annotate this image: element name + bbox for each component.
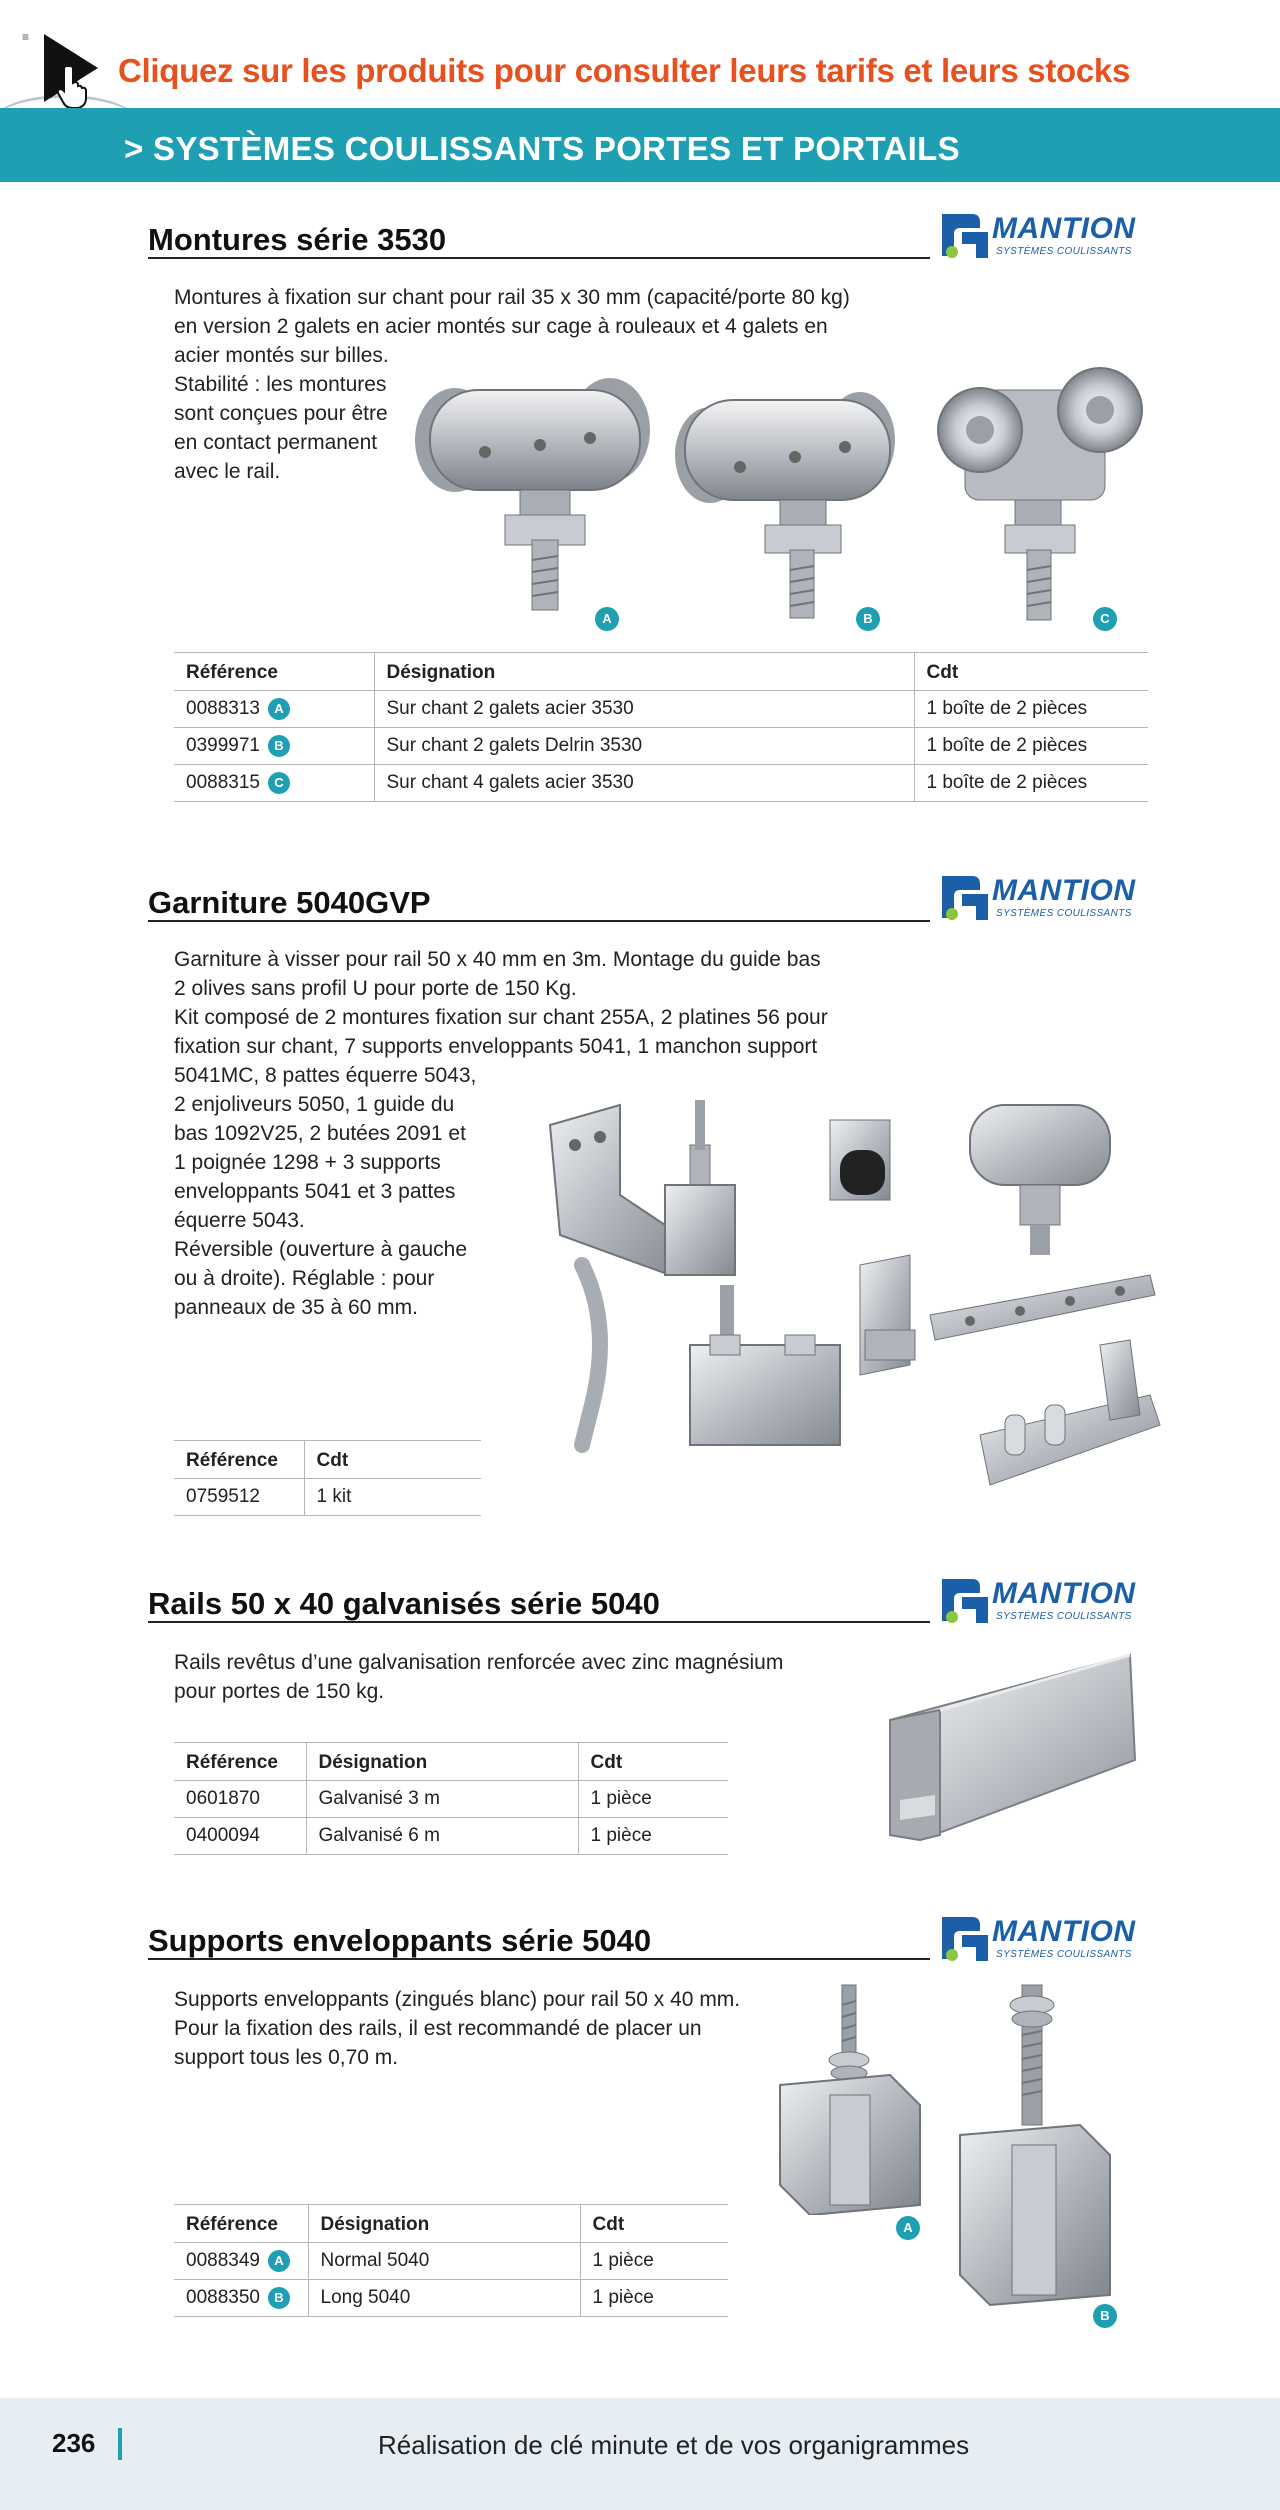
- variant-badge: B: [268, 735, 290, 757]
- footer-separator: [118, 2428, 122, 2460]
- table-row[interactable]: [174, 1781, 728, 1818]
- product-title[interactable]: Supports enveloppants série 5040: [148, 1923, 652, 1958]
- brand-logo: [940, 1913, 1140, 1973]
- table-header-row: [174, 653, 1148, 691]
- table-row[interactable]: [174, 691, 1148, 728]
- brand-subtitle: SYSTÈMES COULISSANTS: [996, 1949, 1132, 1960]
- table-row[interactable]: [174, 1818, 728, 1855]
- column-header: Cdt: [304, 1441, 481, 1479]
- menu-dots-icon: ≡: [22, 30, 30, 44]
- product-table: [174, 652, 1148, 802]
- product-image-trolley-2-wheels-delrin[interactable]: [670, 385, 900, 625]
- brand-name: MANTION: [992, 1915, 1136, 1948]
- variant-badge: C: [268, 772, 290, 794]
- description-line: Rails revêtus d’une galvanisation renforcée avec zinc magnésium: [174, 1651, 784, 1674]
- product-title[interactable]: Rails 50 x 40 galvanisés série 5040: [148, 1586, 660, 1621]
- reference-cell[interactable]: [174, 2243, 308, 2280]
- description-line: fixation sur chant, 7 supports enveloppants 5041, 1 manchon support: [174, 1035, 818, 1058]
- description-line: Réversible (ouverture à gauche: [174, 1238, 467, 1261]
- cdt-cell: 1 boîte de 2 pièces: [914, 728, 1148, 765]
- product-table: [174, 2204, 728, 2317]
- reference-cell[interactable]: [174, 2280, 308, 2317]
- description-line: pour portes de 150 kg.: [174, 1680, 385, 1703]
- column-header: Désignation: [308, 2205, 580, 2243]
- product-image-support-normal[interactable]: [770, 1975, 930, 2215]
- product-table: [174, 1742, 728, 1855]
- cdt-cell: 1 kit: [304, 1479, 481, 1516]
- reference-cell[interactable]: 0400094: [174, 1818, 306, 1855]
- description-line: en version 2 galets en acier montés sur cage à rouleaux et 4 galets en: [174, 315, 828, 338]
- brand-subtitle: SYSTÈMES COULISSANTS: [996, 908, 1132, 919]
- brand-name: MANTION: [992, 212, 1136, 245]
- designation-cell: Galvanisé 6 m: [306, 1818, 578, 1855]
- product-image-trolley-4-wheels[interactable]: [925, 350, 1145, 630]
- cta-text[interactable]: Cliquez sur les produits pour consulter leurs tarifs et leurs stocks: [118, 52, 1131, 89]
- product-description: [174, 1648, 783, 1706]
- column-header: Référence: [174, 1743, 306, 1781]
- description-line: Pour la fixation des rails, il est recommandé de placer un: [174, 2017, 702, 2040]
- reference-value[interactable]: 0088315: [186, 772, 260, 793]
- brand-subtitle: SYSTÈMES COULISSANTS: [996, 246, 1132, 257]
- table-row[interactable]: [174, 765, 1148, 802]
- variant-badge: B: [268, 2287, 290, 2309]
- brand-logo: [940, 210, 1140, 270]
- table-row[interactable]: [174, 728, 1148, 765]
- description-line: équerre 5043.: [174, 1209, 305, 1232]
- product-image-support-long[interactable]: [950, 1975, 1120, 2315]
- column-header: Référence: [174, 1441, 304, 1479]
- description-line: Montures à fixation sur chant pour rail 35 x 30 mm (capacité/porte 80 kg): [174, 286, 850, 309]
- page-footer: [0, 2398, 1280, 2510]
- product-table: [174, 1440, 481, 1516]
- brand-subtitle: SYSTÈMES COULISSANTS: [996, 1611, 1132, 1622]
- table-row[interactable]: [174, 1479, 481, 1516]
- description-line: 2 olives sans profil U pour porte de 150 Kg.: [174, 977, 577, 1000]
- product-image-trolley-2-wheels-steel[interactable]: [410, 360, 660, 620]
- product-image-kit[interactable]: [530, 1085, 1170, 1515]
- designation-cell: Sur chant 2 galets Delrin 3530: [374, 728, 914, 765]
- table-header-row: [174, 1743, 728, 1781]
- product-description: [174, 1985, 740, 2072]
- footer-text: Réalisation de clé minute et de vos organigrammes: [378, 2430, 970, 2460]
- table-row[interactable]: [174, 2243, 728, 2280]
- reference-value[interactable]: 0088350: [186, 2287, 260, 2308]
- section-header: [0, 108, 1280, 182]
- mantion-logo-icon: [940, 210, 990, 260]
- variant-badge: A: [268, 698, 290, 720]
- description-line: 1 poignée 1298 + 3 supports: [174, 1151, 441, 1174]
- designation-cell: Normal 5040: [308, 2243, 580, 2280]
- click-pointer-icon: [40, 30, 104, 110]
- column-header: Désignation: [306, 1743, 578, 1781]
- description-line: acier montés sur billes.: [174, 344, 389, 367]
- reference-cell[interactable]: [174, 691, 374, 728]
- cdt-cell: 1 pièce: [578, 1781, 728, 1818]
- description-line: 5041MC, 8 pattes équerre 5043,: [174, 1064, 477, 1087]
- reference-value[interactable]: 0088313: [186, 698, 260, 719]
- column-header: Référence: [174, 2205, 308, 2243]
- cdt-cell: 1 pièce: [578, 1818, 728, 1855]
- column-header: Désignation: [374, 653, 914, 691]
- reference-value[interactable]: 0088349: [186, 2250, 260, 2271]
- mantion-logo-icon: [940, 1913, 990, 1963]
- reference-cell[interactable]: 0759512: [174, 1479, 304, 1516]
- description-line: sont conçues pour être: [174, 402, 388, 425]
- image-badge-b: B: [856, 607, 880, 631]
- description-line: Stabilité : les montures: [174, 373, 387, 396]
- product-image-rail[interactable]: [880, 1650, 1140, 1850]
- product-title[interactable]: Montures série 3530: [148, 222, 447, 257]
- designation-cell: Sur chant 4 galets acier 3530: [374, 765, 914, 802]
- description-line: enveloppants 5041 et 3 pattes: [174, 1180, 456, 1203]
- brand-name: MANTION: [992, 874, 1136, 907]
- title-divider: [148, 1958, 930, 1960]
- designation-cell: Galvanisé 3 m: [306, 1781, 578, 1818]
- designation-cell: Long 5040: [308, 2280, 580, 2317]
- cdt-cell: 1 boîte de 2 pièces: [914, 691, 1148, 728]
- description-line: 2 enjoliveurs 5050, 1 guide du: [174, 1093, 455, 1116]
- image-badge-c: C: [1093, 607, 1117, 631]
- column-header: Référence: [174, 653, 374, 691]
- reference-cell[interactable]: [174, 728, 374, 765]
- product-title[interactable]: Garniture 5040GVP: [148, 885, 431, 920]
- description-line: panneaux de 35 à 60 mm.: [174, 1296, 419, 1319]
- mantion-logo-icon: [940, 1575, 990, 1625]
- table-row[interactable]: [174, 2280, 728, 2317]
- table-header-row: [174, 2205, 728, 2243]
- image-badge-a: A: [896, 2216, 920, 2240]
- variant-badge: A: [268, 2250, 290, 2272]
- description-line: Garniture à visser pour rail 50 x 40 mm en 3m. Montage du guide bas: [174, 948, 821, 971]
- image-badge-b: B: [1093, 2304, 1117, 2328]
- page-number: 236: [52, 2428, 96, 2458]
- designation-cell: Sur chant 2 galets acier 3530: [374, 691, 914, 728]
- description-line: bas 1092V25, 2 butées 2091 et: [174, 1122, 466, 1145]
- column-header: Cdt: [578, 1743, 728, 1781]
- table-header-row: [174, 1441, 481, 1479]
- description-line: en contact permanent: [174, 431, 378, 454]
- description-line: avec le rail.: [174, 460, 281, 483]
- image-badge-a: A: [595, 607, 619, 631]
- cta-banner[interactable]: [0, 0, 1280, 108]
- title-divider: [148, 1621, 930, 1623]
- description-line: Supports enveloppants (zingués blanc) pour rail 50 x 40 mm.: [174, 1988, 741, 2011]
- column-header: Cdt: [914, 653, 1148, 691]
- brand-logo: [940, 872, 1140, 932]
- mantion-logo-icon: [940, 872, 990, 922]
- reference-cell[interactable]: 0601870: [174, 1781, 306, 1818]
- title-divider: [148, 920, 930, 922]
- description-line: support tous les 0,70 m.: [174, 2046, 399, 2069]
- brand-logo: [940, 1575, 1140, 1635]
- brand-name: MANTION: [992, 1577, 1136, 1610]
- cdt-cell: 1 pièce: [580, 2280, 728, 2317]
- description-line: Kit composé de 2 montures fixation sur chant 255A, 2 platines 56 pour: [174, 1006, 828, 1029]
- column-header: Cdt: [580, 2205, 728, 2243]
- reference-value[interactable]: 0399971: [186, 735, 260, 756]
- cdt-cell: 1 pièce: [580, 2243, 728, 2280]
- section-title: > SYSTÈMES COULISSANTS PORTES ET PORTAILS: [124, 130, 960, 167]
- cdt-cell: 1 boîte de 2 pièces: [914, 765, 1148, 802]
- reference-cell[interactable]: [174, 765, 374, 802]
- description-line: ou à droite). Réglable : pour: [174, 1267, 435, 1290]
- title-divider: [148, 257, 930, 259]
